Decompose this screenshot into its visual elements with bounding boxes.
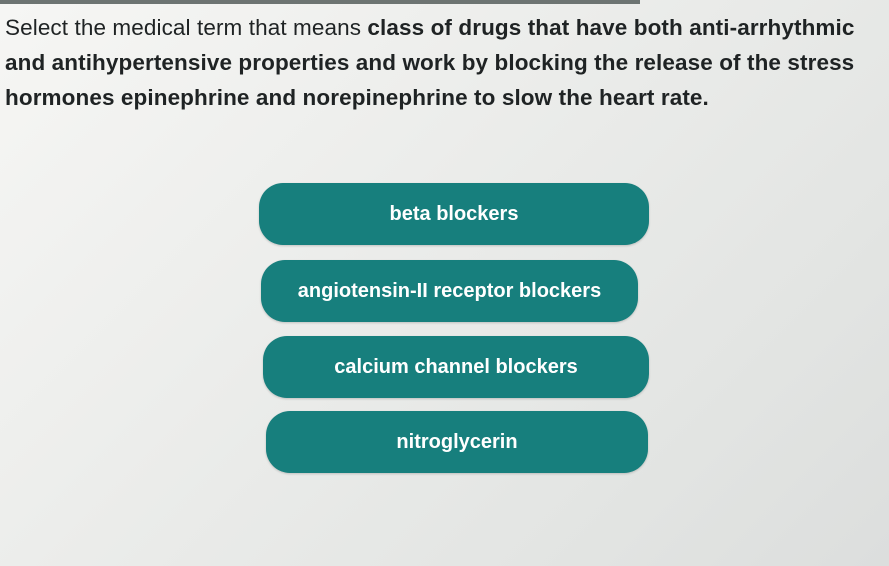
answer-option-label: nitroglycerin (396, 430, 518, 453)
answer-option-nitroglycerin[interactable] (266, 411, 648, 473)
answer-option-beta-blockers[interactable] (259, 183, 649, 245)
answer-option-label: angiotensin-II receptor blockers (297, 279, 602, 302)
question-definition: class of drugs that have both anti-arrhythmic and antihypertensive properties and work by blocking the release of the stress hormones epinephrine and norepinephrine to slow the heart rate. (5, 15, 855, 110)
answer-option-angiotensin-ii-receptor-blockers[interactable] (261, 260, 638, 322)
answer-option-label: beta blockers (389, 202, 519, 225)
answer-option-label: calcium channel blockers (334, 355, 578, 378)
question-prefix: Select the medical term that means (5, 15, 368, 40)
answer-option-calcium-channel-blockers[interactable] (263, 336, 649, 398)
